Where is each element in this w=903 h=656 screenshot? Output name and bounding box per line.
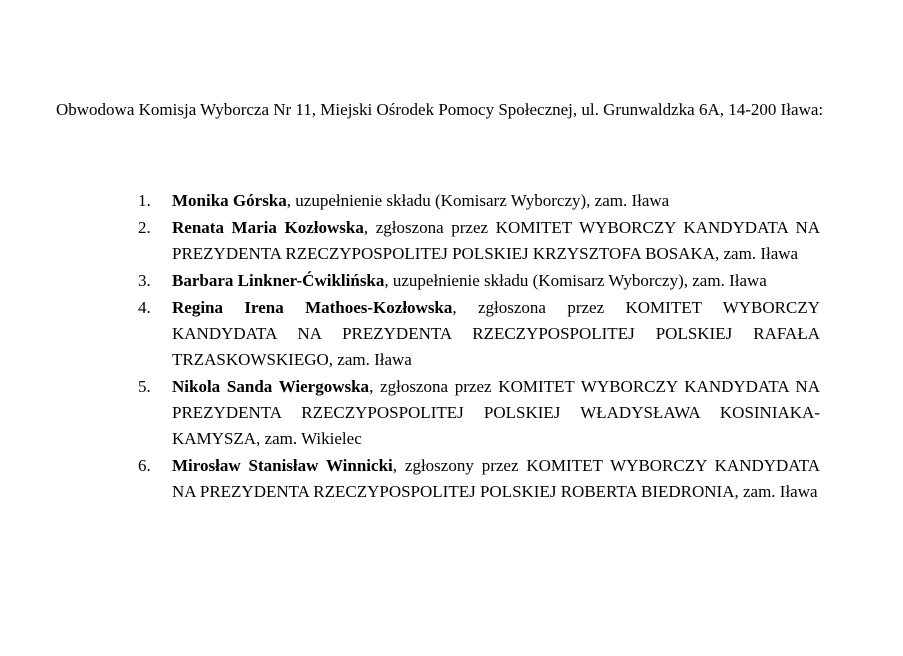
- member-details: , zgłoszona przez KOMITET WYBORCZY KANDYDATA NA PREZYDENTA RZECZYPOSPOLITEJ POLSKIEJ KRZYSZTOFA BOSAKA, zam. Iława: [172, 218, 821, 263]
- list-number: 5.: [138, 377, 151, 396]
- member-list: [130, 188, 820, 506]
- list-item: [130, 295, 820, 373]
- member-name: Regina Irena Mathoes-Kozłowska: [172, 298, 453, 317]
- member-name: Mirosław Stanisław Winnicki: [172, 456, 393, 475]
- member-details: , zgłoszona przez KOMITET WYBORCZY KANDYDATA NA PREZYDENTA RZECZYPOSPOLITEJ POLSKIEJ RAFAŁA TRZASKOWSKIEGO, zam. Iława: [172, 298, 820, 369]
- member-name: Nikola Sanda Wiergowska: [172, 377, 370, 396]
- commission-line: Obwodowa Komisja Wyborcza Nr 11, Miejski Ośrodek Pomocy Społecznej, ul. Grunwaldzka 6A, 14-200 Iława:: [56, 100, 824, 119]
- member-details: , uzupełnienie składu (Komisarz Wyborczy), zam. Iława: [286, 191, 670, 210]
- member-name: Barbara Linkner-Ćwiklińska: [172, 271, 385, 290]
- commission-header: [56, 93, 860, 127]
- list-item: [130, 268, 820, 294]
- list-item: [130, 188, 820, 214]
- member-name: Renata Maria Kozłowska: [172, 218, 364, 237]
- list-number: 1.: [138, 191, 151, 210]
- list-number: 4.: [138, 298, 151, 317]
- member-details: , zgłoszona przez KOMITET WYBORCZY KANDYDATA NA PREZYDENTA RZECZYPOSPOLITEJ POLSKIEJ WŁADYSŁAWA KOSINIAKA-KAMYSZA, zam. Wikielec: [172, 377, 820, 448]
- list-number: 3.: [138, 271, 151, 290]
- list-number: 2.: [138, 218, 151, 237]
- member-name: Monika Górska: [172, 191, 287, 210]
- list-item: [130, 215, 820, 267]
- list-item: [130, 374, 820, 452]
- list-number: 6.: [138, 456, 151, 475]
- list-item: [130, 453, 820, 505]
- member-details: , uzupełnienie składu (Komisarz Wyborczy), zam. Iława: [384, 271, 767, 290]
- member-details: , zgłoszony przez KOMITET WYBORCZY KANDYDATA NA PREZYDENTA RZECZYPOSPOLITEJ POLSKIEJ ROBERTA BIEDRONIA, zam. Iława: [172, 456, 820, 501]
